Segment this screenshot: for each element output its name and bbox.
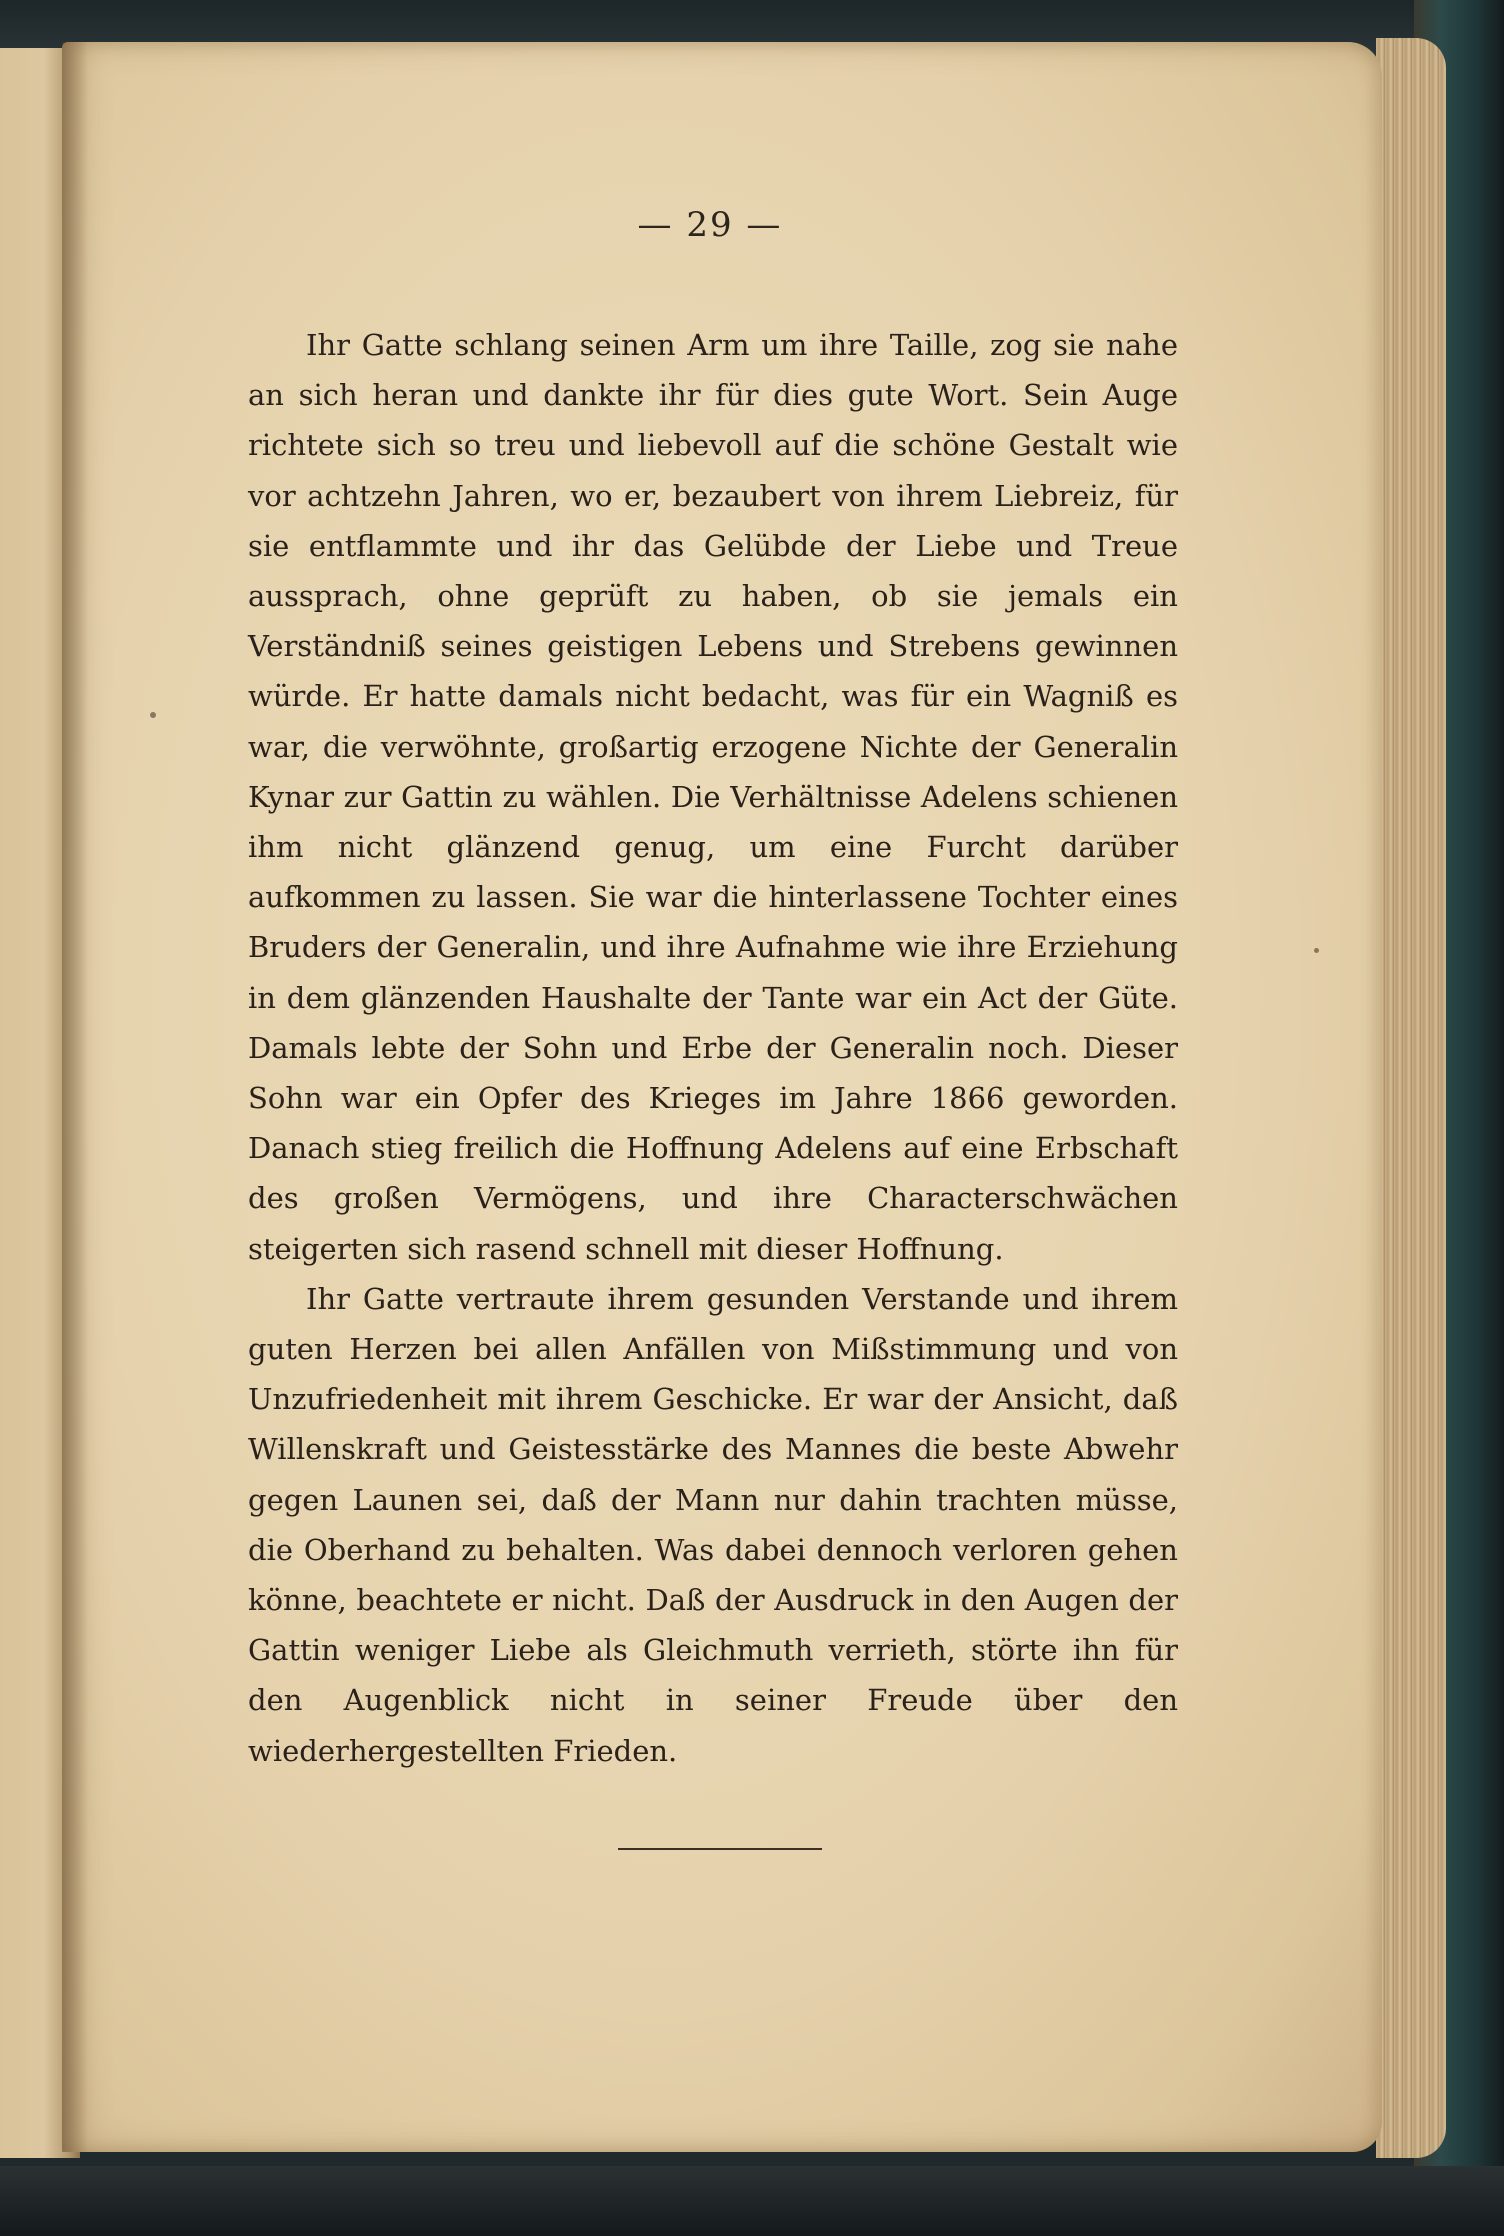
body-text bbox=[248, 320, 1178, 1776]
paragraph-1: Ihr Gatte schlang seinen Arm um ihre Taille, zog sie nahe an sich heran und dankte ihr für dies gute Wort. Sein Auge richtete sich so treu und liebevoll auf die schöne Gestalt wie vor achtzehn Jahren, wo er, bezaubert von ihrem Liebreiz, für sie entflammte und ihr das Gelübde der Liebe und Treue aussprach, ohne geprüft zu haben, ob sie jemals ein Verständniß seines geistigen Lebens und Strebens gewinnen würde. Er hatte damals nicht bedacht, was für ein Wagniß es war, die verwöhnte, großartig erzogene Nichte der Generalin Kynar zur Gattin zu wählen. Die Verhältnisse Adelens schienen ihm nicht glänzend genug, um eine Furcht darüber aufkommen zu lassen. Sie war die hinterlassene Tochter eines Bruders der Generalin, und ihre Aufnahme wie ihre Erziehung in dem glänzenden Haushalte der Tante war ein Act der Güte. Damals lebte der Sohn und Erbe der Generalin noch. Dieser Sohn war ein Opfer des Krieges im Jahre 1866 geworden. Danach stieg freilich die Hoffnung Adelens auf eine Erbschaft des großen Vermögens, und ihre Characterschwächen steigerten sich rasend schnell mit dieser Hoffnung. bbox=[248, 328, 1178, 1266]
section-end-rule bbox=[618, 1848, 822, 1850]
page-gutter-shadow bbox=[62, 42, 88, 2152]
paragraph-2: Ihr Gatte vertraute ihrem gesunden Verstande und ihrem guten Herzen bei allen Anfällen von Mißstimmung und von Unzufriedenheit mit ihrem Geschicke. Er war der Ansicht, daß Willenskraft und Geistesstärke des Mannes die beste Abwehr gegen Launen sei, daß der Mann nur dahin trachten müsse, die Oberhand zu behalten. Was dabei dennoch verloren gehen könne, beachtete er nicht. Daß der Ausdruck in den Augen der Gattin weniger Liebe als Gleichmuth verrieth, störte ihn für den Augenblick nicht in seiner Freude über den wiederhergestellten Frieden. bbox=[248, 1281, 1178, 1768]
book-cover-bottom bbox=[0, 2166, 1504, 2236]
paper-spot bbox=[150, 712, 156, 718]
paper-spot bbox=[1314, 948, 1319, 953]
page-number: — 29 — bbox=[637, 205, 783, 245]
page-edges bbox=[1376, 38, 1446, 2158]
